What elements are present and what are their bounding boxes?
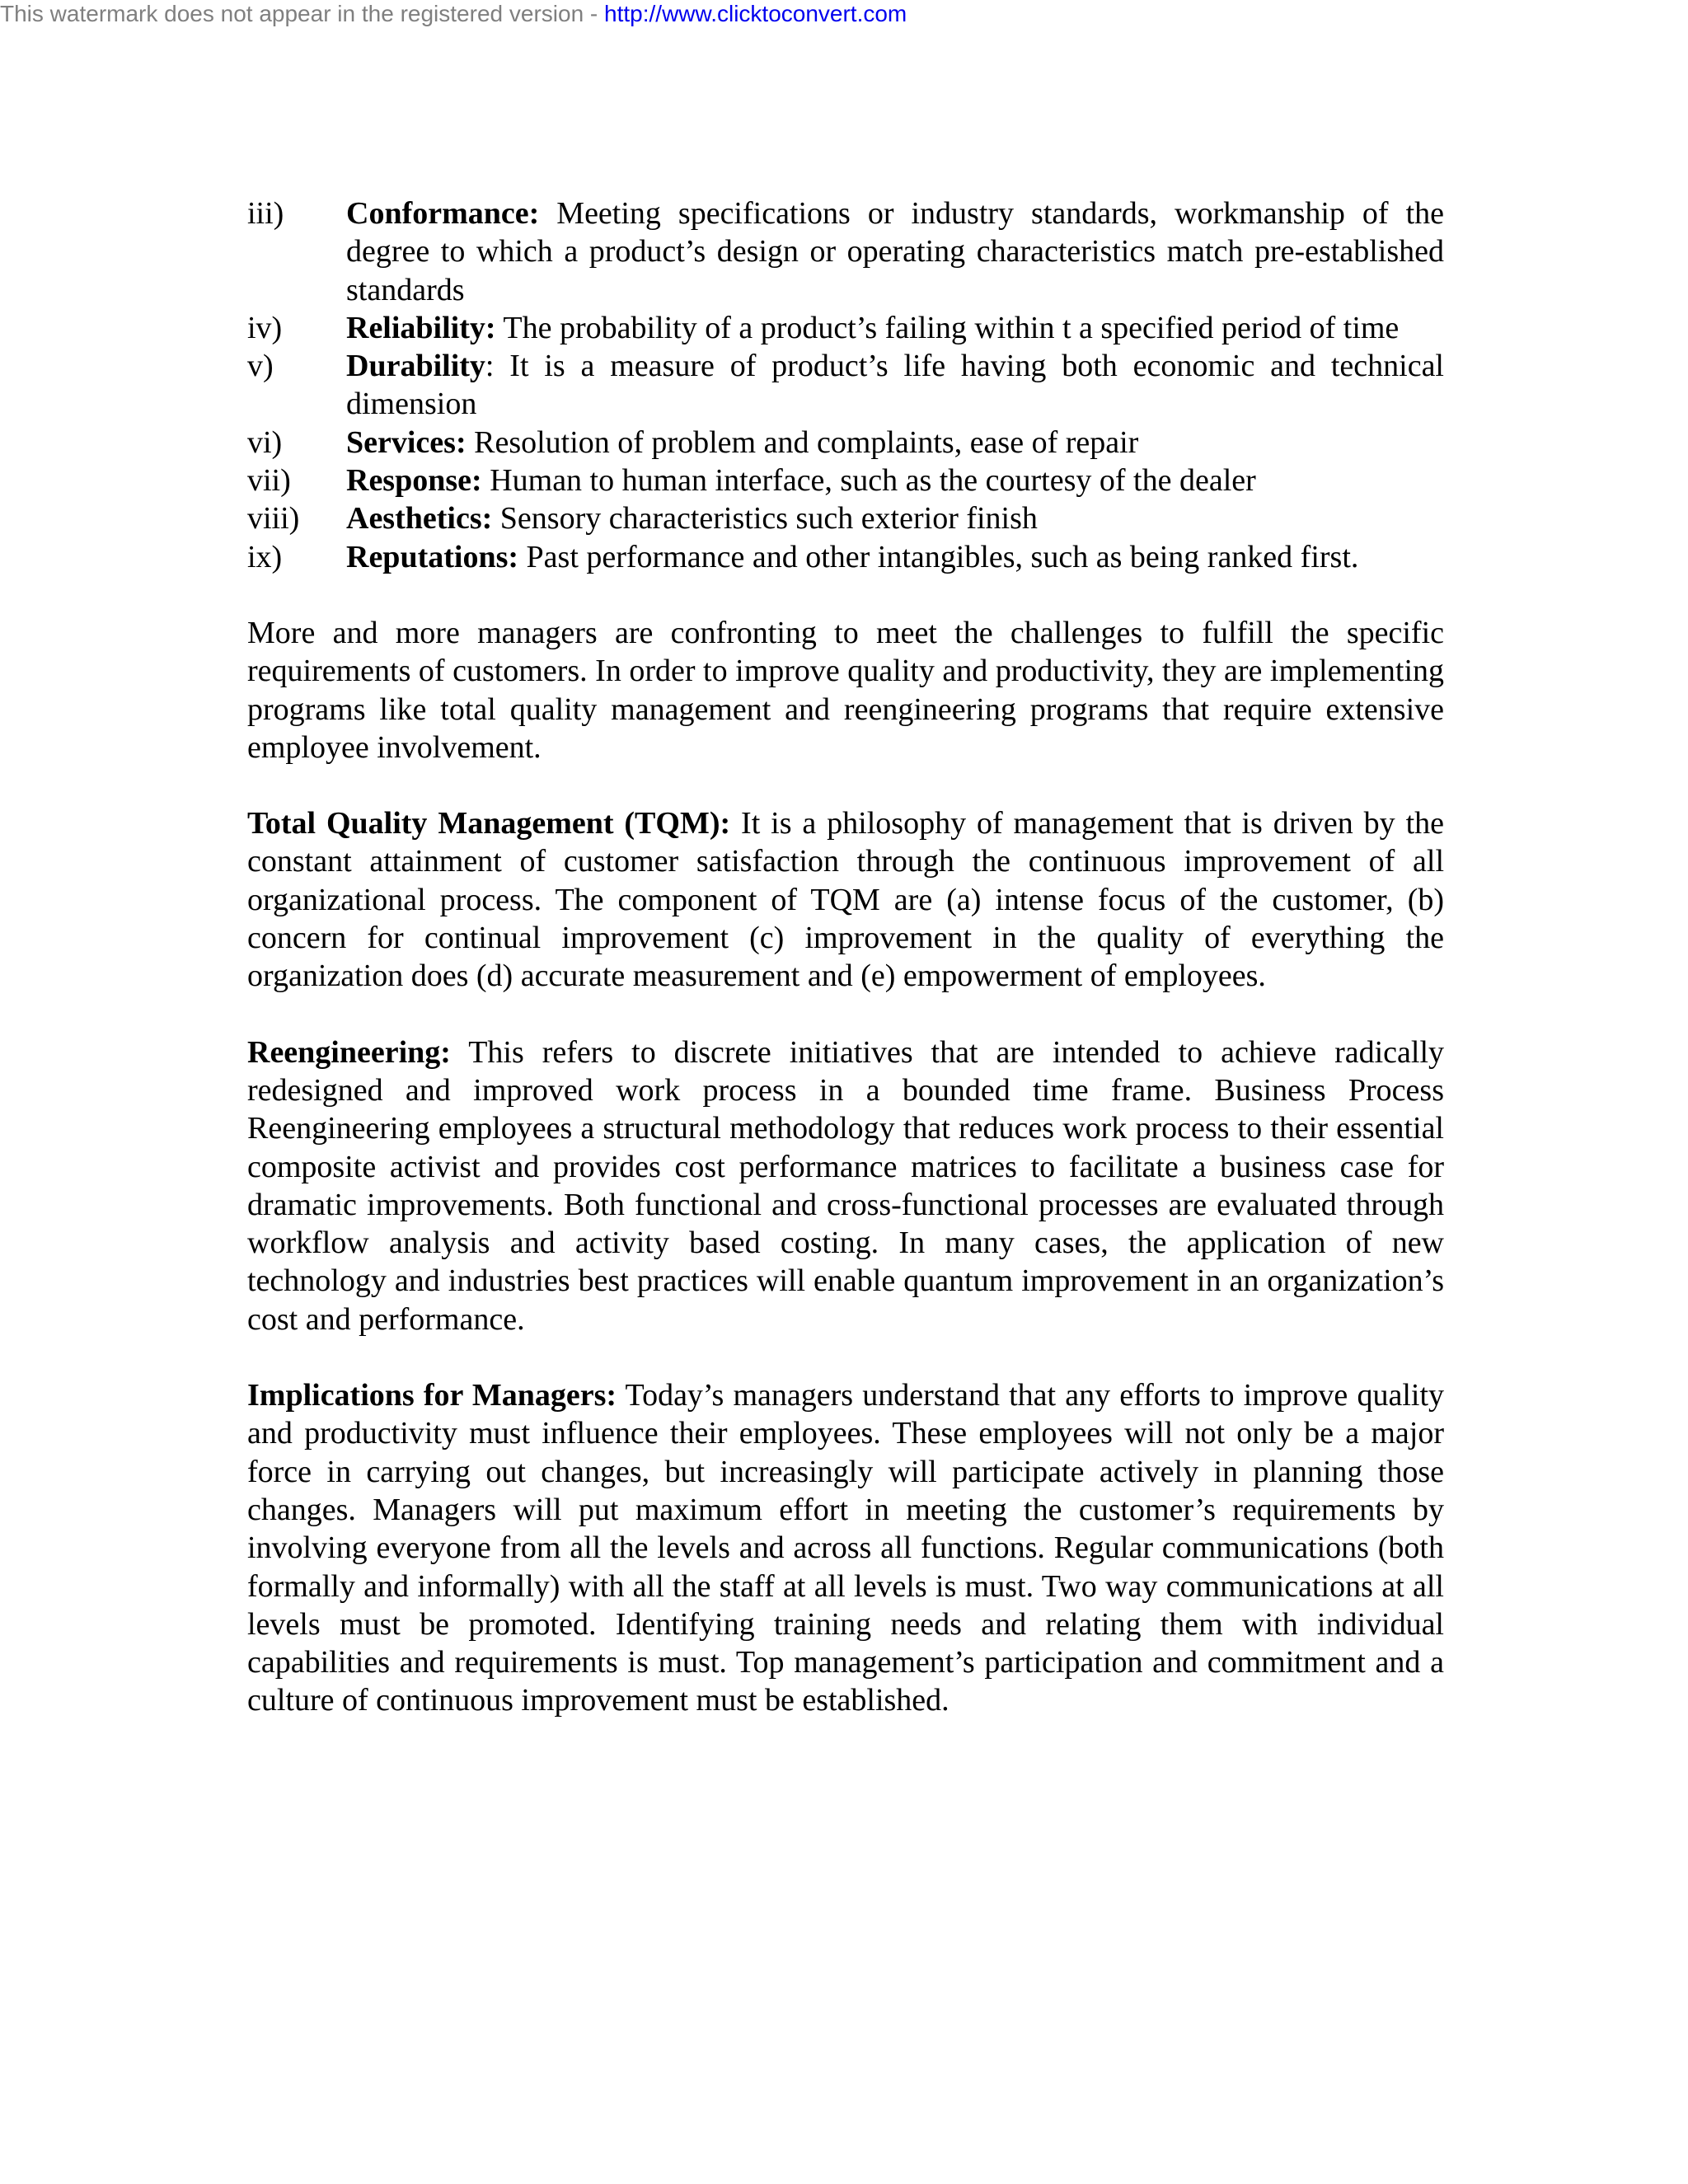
- watermark-link[interactable]: http://www.clicktoconvert.com: [604, 1, 907, 26]
- paragraph-heading: Reengineering:: [247, 1034, 451, 1070]
- paragraph-text: More and more managers are confronting to meet the challenges to fulfill the specific requirements of customers. In order to improve quality and productivity, they are implementing programs like total quality management and reengineering programs that require extensive employee involvement.: [247, 615, 1444, 765]
- list-term: Reputations:: [346, 539, 519, 574]
- paragraph-text: It is a philosophy of management that is driven by the constant attainment of customer satisfaction through the continuous improvement of all organizational process. The component of TQM are (a) intense focus of the customer, (b) concern for continual improvement (c) improvement in the quality of everything the organization does (d) accurate measurement and (e) empowerment of employees.: [247, 806, 1444, 994]
- paragraph-text: This refers to discrete initiatives that are intended to achieve radically redesigned and improved work process in a bounded time frame. Business Process Reengineering employees a structural methodology that reduces work process to their essential composite activist and provides cost performance matrices to facilitate a business case for dramatic improvements. Both functional and cross-functional processes are evaluated through workflow analysis and activity based costing. In many cases, the application of new technology and industries best practices will enable quantum improvement in an organization’s cost and performance.: [247, 1034, 1444, 1337]
- list-description: The probability of a product’s failing within t a specified period of time: [495, 310, 1400, 345]
- list-number: iv): [247, 310, 283, 345]
- list-item-text: [346, 194, 1444, 309]
- list-number: ix): [247, 539, 283, 574]
- paragraph-heading: Total Quality Management (TQM):: [247, 806, 731, 841]
- list-item: [247, 462, 1444, 499]
- list-term: Durability: [346, 349, 485, 384]
- document-body: [247, 194, 1444, 1751]
- list-item-text: [346, 347, 1444, 424]
- paragraph-reengineering: [247, 1033, 1444, 1338]
- list-item: [247, 194, 1444, 309]
- list-item-text: [346, 462, 1444, 499]
- list-description: : It is a measure of product’s life having both economic and technical dimension: [346, 349, 1444, 422]
- list-number: vii): [247, 463, 291, 499]
- watermark: [0, 0, 907, 28]
- list-number: viii): [247, 501, 300, 537]
- list-description: Resolution of problem and complaints, ease of repair: [466, 424, 1139, 460]
- paragraph-implications: [247, 1376, 1444, 1720]
- list-item: [247, 424, 1444, 462]
- list-number: v): [247, 349, 274, 384]
- list-description: Past performance and other intangibles, such as being ranked first.: [518, 539, 1359, 574]
- list-term: Response:: [346, 463, 482, 499]
- list-description: Meeting specifications or industry standards, workmanship of the degree to which a product’s design or operating characteristics match pre-established standards: [346, 196, 1444, 307]
- list-item: [247, 309, 1444, 347]
- list-item: [247, 538, 1444, 576]
- list-item-text: [346, 538, 1444, 576]
- list-number: vi): [247, 424, 283, 460]
- list-item-text: [346, 424, 1444, 462]
- paragraph-heading: Implications for Managers:: [247, 1378, 617, 1413]
- list-item-text: [346, 309, 1444, 347]
- list-number: iii): [247, 196, 284, 231]
- list-item: [247, 347, 1444, 424]
- paragraph-text: Today’s managers understand that any efforts to improve quality and productivity must influence their employees. These employees will not only be a major force in carrying out changes, but increasingly will participate actively in planning those changes. Managers will put maximum effort in meeting the customer’s requirements by involving everyone from all the levels and across all functions. Regular communications (both formally and informally) with all the staff at all levels is must. Two way communications at all levels must be promoted. Identifying training needs and relating them with individual capabilities and requirements is must. Top management’s participation and commitment and a culture of continuous improvement must be established.: [247, 1378, 1444, 1718]
- quality-dimensions-list: [247, 194, 1444, 576]
- list-description: Sensory characteristics such exterior finish: [492, 501, 1038, 537]
- list-term: Conformance:: [346, 196, 540, 231]
- list-term: Reliability:: [346, 310, 496, 345]
- paragraph-tqm: [247, 804, 1444, 995]
- list-item-text: [346, 499, 1444, 537]
- list-term: Services:: [346, 424, 467, 460]
- watermark-text: This watermark does not appear in the registered version -: [0, 1, 605, 26]
- list-description: Human to human interface, such as the courtesy of the dealer: [481, 463, 1256, 499]
- list-term: Aesthetics:: [346, 501, 493, 537]
- paragraph-intro: [247, 614, 1444, 766]
- list-item: [247, 499, 1444, 537]
